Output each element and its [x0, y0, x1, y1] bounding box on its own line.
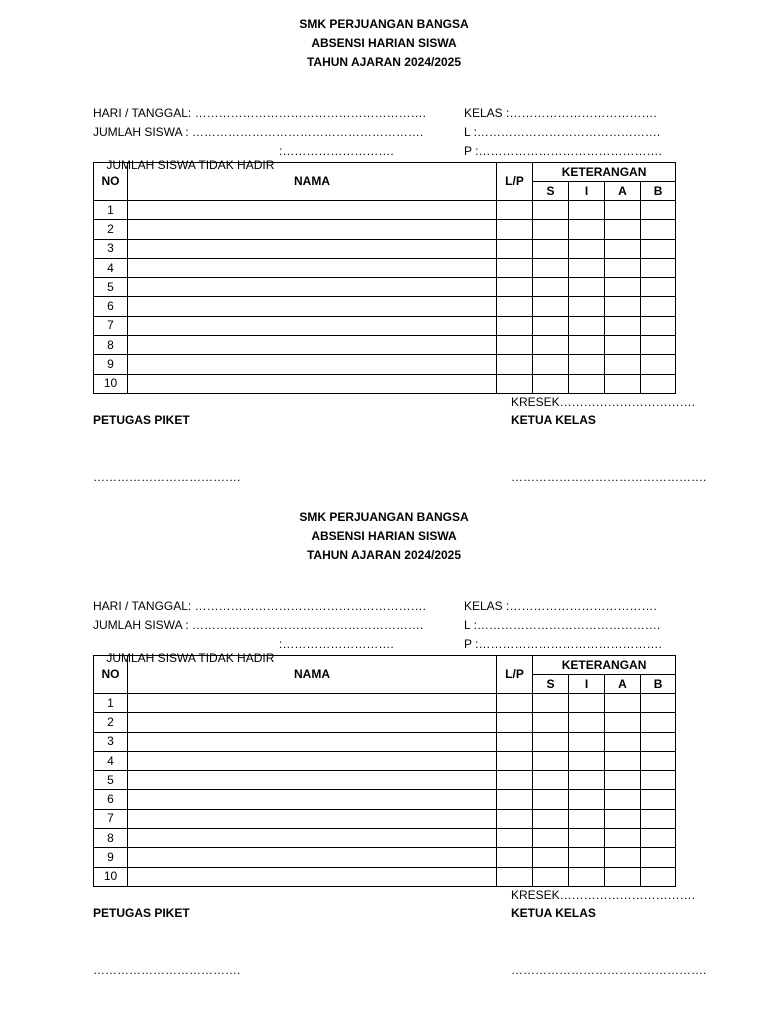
signature-line-ketua[interactable]: …………………………………………. — [511, 470, 707, 484]
table-row — [94, 336, 676, 355]
row-number: 7 — [94, 809, 128, 828]
row-number: 9 — [94, 848, 128, 867]
cell-alpa[interactable] — [605, 316, 641, 335]
table-row — [94, 713, 676, 732]
cell-alpa[interactable] — [605, 713, 641, 732]
field-jumlah-siswa[interactable]: JUMLAH SISWA : …………………………………………………. — [93, 125, 424, 139]
table-row — [94, 258, 676, 277]
cell-izin[interactable] — [569, 297, 605, 316]
cell-sakit[interactable] — [533, 316, 569, 335]
cell-sakit[interactable] — [533, 239, 569, 258]
cell-alpa[interactable] — [605, 258, 641, 277]
field-jumlah-siswa[interactable]: JUMLAH SISWA : …………………………………………………. — [93, 618, 424, 632]
header-no: NO — [94, 656, 128, 694]
cell-nama[interactable] — [128, 201, 497, 220]
attendance-rows — [94, 201, 676, 394]
field-hari-tanggal[interactable]: HARI / TANGGAL: …………………………………………………. — [93, 599, 426, 613]
cell-bolos[interactable] — [641, 732, 676, 751]
cell-izin[interactable] — [569, 278, 605, 297]
cell-alpa[interactable] — [605, 278, 641, 297]
header-sakit: S — [533, 182, 569, 201]
header-lp: L/P — [497, 163, 533, 201]
cell-alpa[interactable] — [605, 867, 641, 886]
header-sakit: S — [533, 675, 569, 694]
table-row — [94, 201, 676, 220]
table-row — [94, 829, 676, 848]
cell-alpa[interactable] — [605, 297, 641, 316]
cell-nama[interactable] — [128, 297, 497, 316]
cell-izin[interactable] — [569, 201, 605, 220]
cell-nama[interactable] — [128, 220, 497, 239]
table-row — [94, 220, 676, 239]
row-number: 6 — [94, 297, 128, 316]
header-lp: L/P — [497, 656, 533, 694]
cell-alpa[interactable] — [605, 374, 641, 393]
cell-nama[interactable] — [128, 355, 497, 374]
cell-izin[interactable] — [569, 867, 605, 886]
cell-izin[interactable] — [569, 239, 605, 258]
cell-izin[interactable] — [569, 355, 605, 374]
table-row — [94, 239, 676, 258]
row-number: 5 — [94, 771, 128, 790]
field-laki-laki[interactable]: L :………………………………………. — [464, 125, 661, 139]
cell-izin[interactable] — [569, 829, 605, 848]
cell-sakit[interactable] — [533, 771, 569, 790]
cell-alpa[interactable] — [605, 732, 641, 751]
signature-line-petugas[interactable]: ………………………………. — [93, 963, 241, 977]
cell-nama[interactable] — [128, 713, 497, 732]
table-row — [94, 297, 676, 316]
row-number: 3 — [94, 732, 128, 751]
cell-izin[interactable] — [569, 258, 605, 277]
cell-sakit[interactable] — [533, 732, 569, 751]
cell-nama[interactable] — [128, 336, 497, 355]
cell-bolos[interactable] — [641, 809, 676, 828]
cell-lp[interactable] — [497, 713, 533, 732]
cell-bolos[interactable] — [641, 867, 676, 886]
cell-bolos[interactable] — [641, 258, 676, 277]
cell-lp[interactable] — [497, 258, 533, 277]
label-petugas-piket: PETUGAS PIKET — [93, 906, 190, 920]
cell-lp[interactable] — [497, 239, 533, 258]
header-no: NO — [94, 163, 128, 201]
cell-sakit[interactable] — [533, 713, 569, 732]
cell-izin[interactable] — [569, 694, 605, 713]
cell-bolos[interactable] — [641, 201, 676, 220]
label-ketua-kelas: KETUA KELAS — [511, 906, 596, 920]
field-kresek[interactable]: KRESEK……………………………. — [511, 395, 696, 409]
cell-lp[interactable] — [497, 867, 533, 886]
cell-sakit[interactable] — [533, 355, 569, 374]
header-nama: NAMA — [128, 656, 497, 694]
row-number: 10 — [94, 374, 128, 393]
field-tidak-hadir-value[interactable]: :………………………. — [279, 637, 394, 651]
cell-izin[interactable] — [569, 316, 605, 335]
table-row — [94, 848, 676, 867]
cell-bolos[interactable] — [641, 374, 676, 393]
cell-lp[interactable] — [497, 297, 533, 316]
cell-lp[interactable] — [497, 790, 533, 809]
table-row — [94, 867, 676, 886]
attendance-rows — [94, 694, 676, 887]
cell-alpa[interactable] — [605, 694, 641, 713]
header-keterangan: KETERANGAN — [533, 656, 676, 675]
header-bolos: B — [641, 182, 676, 201]
signature-line-ketua[interactable]: …………………………………………. — [511, 963, 707, 977]
cell-izin[interactable] — [569, 713, 605, 732]
cell-bolos[interactable] — [641, 355, 676, 374]
header-bolos: B — [641, 675, 676, 694]
cell-sakit[interactable] — [533, 278, 569, 297]
cell-nama[interactable] — [128, 848, 497, 867]
label-petugas-piket: PETUGAS PIKET — [93, 413, 190, 427]
table-row — [94, 751, 676, 770]
row-number: 3 — [94, 239, 128, 258]
header-alpa: A — [605, 675, 641, 694]
cell-lp[interactable] — [497, 201, 533, 220]
cell-bolos[interactable] — [641, 316, 676, 335]
cell-alpa[interactable] — [605, 336, 641, 355]
cell-nama[interactable] — [128, 278, 497, 297]
document-title: ABSENSI HARIAN SISWA — [311, 529, 457, 543]
cell-lp[interactable] — [497, 848, 533, 867]
cell-alpa[interactable] — [605, 239, 641, 258]
cell-sakit[interactable] — [533, 201, 569, 220]
signature-line-petugas[interactable]: ………………………………. — [93, 470, 241, 484]
field-tidak-hadir-value[interactable]: :………………………. — [279, 144, 394, 158]
cell-alpa[interactable] — [605, 355, 641, 374]
header-izin: I — [569, 182, 605, 201]
cell-alpa[interactable] — [605, 751, 641, 770]
cell-nama[interactable] — [128, 374, 497, 393]
cell-lp[interactable] — [497, 829, 533, 848]
field-kelas[interactable]: KELAS :………………………………. — [464, 106, 657, 120]
row-number: 4 — [94, 258, 128, 277]
header-nama: NAMA — [128, 163, 497, 201]
table-row — [94, 316, 676, 335]
cell-lp[interactable] — [497, 751, 533, 770]
row-number: 8 — [94, 829, 128, 848]
row-number: 9 — [94, 355, 128, 374]
row-number: 5 — [94, 278, 128, 297]
header-alpa: A — [605, 182, 641, 201]
cell-bolos[interactable] — [641, 751, 676, 770]
academic-year: TAHUN AJARAN 2024/2025 — [306, 548, 462, 562]
cell-nama[interactable] — [128, 809, 497, 828]
cell-nama[interactable] — [128, 829, 497, 848]
cell-izin[interactable] — [569, 732, 605, 751]
cell-izin[interactable] — [569, 771, 605, 790]
cell-nama[interactable] — [128, 732, 497, 751]
attendance-table — [93, 655, 676, 887]
field-perempuan[interactable]: P :………………………………………. — [464, 637, 662, 651]
cell-alpa[interactable] — [605, 201, 641, 220]
cell-lp[interactable] — [497, 732, 533, 751]
cell-alpa[interactable] — [605, 809, 641, 828]
row-number: 7 — [94, 316, 128, 335]
school-name: SMK PERJUANGAN BANGSA — [299, 510, 469, 524]
field-tidak-hadir-label: JUMLAH SISWA TIDAK HADIR — [106, 158, 275, 172]
header-izin: I — [569, 675, 605, 694]
cell-nama[interactable] — [128, 771, 497, 790]
cell-bolos[interactable] — [641, 848, 676, 867]
table-row — [94, 732, 676, 751]
attendance-table — [93, 162, 676, 394]
cell-nama[interactable] — [128, 751, 497, 770]
label-ketua-kelas: KETUA KELAS — [511, 413, 596, 427]
cell-alpa[interactable] — [605, 848, 641, 867]
field-perempuan[interactable]: P :………………………………………. — [464, 144, 662, 158]
cell-sakit[interactable] — [533, 297, 569, 316]
cell-alpa[interactable] — [605, 771, 641, 790]
row-number: 6 — [94, 790, 128, 809]
table-row — [94, 809, 676, 828]
table-row — [94, 771, 676, 790]
cell-lp[interactable] — [497, 220, 533, 239]
cell-nama[interactable] — [128, 867, 497, 886]
school-name: SMK PERJUANGAN BANGSA — [299, 17, 469, 31]
header-keterangan: KETERANGAN — [533, 163, 676, 182]
cell-alpa[interactable] — [605, 829, 641, 848]
cell-nama[interactable] — [128, 790, 497, 809]
cell-sakit[interactable] — [533, 220, 569, 239]
cell-bolos[interactable] — [641, 239, 676, 258]
cell-lp[interactable] — [497, 374, 533, 393]
cell-sakit[interactable] — [533, 694, 569, 713]
cell-bolos[interactable] — [641, 790, 676, 809]
row-number: 10 — [94, 867, 128, 886]
cell-bolos[interactable] — [641, 829, 676, 848]
cell-izin[interactable] — [569, 374, 605, 393]
cell-bolos[interactable] — [641, 713, 676, 732]
attendance-form-2 — [0, 493, 768, 985]
cell-izin[interactable] — [569, 848, 605, 867]
cell-sakit[interactable] — [533, 751, 569, 770]
row-number: 4 — [94, 751, 128, 770]
cell-sakit[interactable] — [533, 848, 569, 867]
cell-nama[interactable] — [128, 694, 497, 713]
attendance-form-1 — [0, 0, 768, 492]
row-number: 2 — [94, 220, 128, 239]
cell-alpa[interactable] — [605, 790, 641, 809]
document-title: ABSENSI HARIAN SISWA — [311, 36, 457, 50]
field-laki-laki[interactable]: L :………………………………………. — [464, 618, 661, 632]
row-number: 8 — [94, 336, 128, 355]
cell-lp[interactable] — [497, 771, 533, 790]
cell-alpa[interactable] — [605, 220, 641, 239]
cell-bolos[interactable] — [641, 220, 676, 239]
cell-izin[interactable] — [569, 790, 605, 809]
row-number: 1 — [94, 201, 128, 220]
cell-bolos[interactable] — [641, 278, 676, 297]
cell-izin[interactable] — [569, 336, 605, 355]
cell-sakit[interactable] — [533, 790, 569, 809]
cell-izin[interactable] — [569, 809, 605, 828]
cell-sakit[interactable] — [533, 867, 569, 886]
field-tidak-hadir-label: JUMLAH SISWA TIDAK HADIR — [106, 651, 275, 665]
cell-sakit[interactable] — [533, 336, 569, 355]
cell-sakit[interactable] — [533, 258, 569, 277]
cell-lp[interactable] — [497, 316, 533, 335]
cell-bolos[interactable] — [641, 336, 676, 355]
cell-bolos[interactable] — [641, 771, 676, 790]
table-row — [94, 355, 676, 374]
cell-sakit[interactable] — [533, 809, 569, 828]
cell-lp[interactable] — [497, 336, 533, 355]
cell-nama[interactable] — [128, 239, 497, 258]
row-number: 2 — [94, 713, 128, 732]
cell-izin[interactable] — [569, 751, 605, 770]
cell-sakit[interactable] — [533, 829, 569, 848]
cell-lp[interactable] — [497, 278, 533, 297]
cell-nama[interactable] — [128, 258, 497, 277]
field-hari-tanggal[interactable]: HARI / TANGGAL: …………………………………………………. — [93, 106, 426, 120]
cell-sakit[interactable] — [533, 374, 569, 393]
row-number: 1 — [94, 694, 128, 713]
table-row — [94, 694, 676, 713]
field-kresek[interactable]: KRESEK……………………………. — [511, 888, 696, 902]
cell-lp[interactable] — [497, 809, 533, 828]
field-kelas[interactable]: KELAS :………………………………. — [464, 599, 657, 613]
cell-lp[interactable] — [497, 355, 533, 374]
cell-izin[interactable] — [569, 220, 605, 239]
academic-year: TAHUN AJARAN 2024/2025 — [306, 55, 462, 69]
cell-nama[interactable] — [128, 316, 497, 335]
table-row — [94, 374, 676, 393]
cell-bolos[interactable] — [641, 297, 676, 316]
cell-lp[interactable] — [497, 694, 533, 713]
table-row — [94, 278, 676, 297]
table-row — [94, 790, 676, 809]
cell-bolos[interactable] — [641, 694, 676, 713]
